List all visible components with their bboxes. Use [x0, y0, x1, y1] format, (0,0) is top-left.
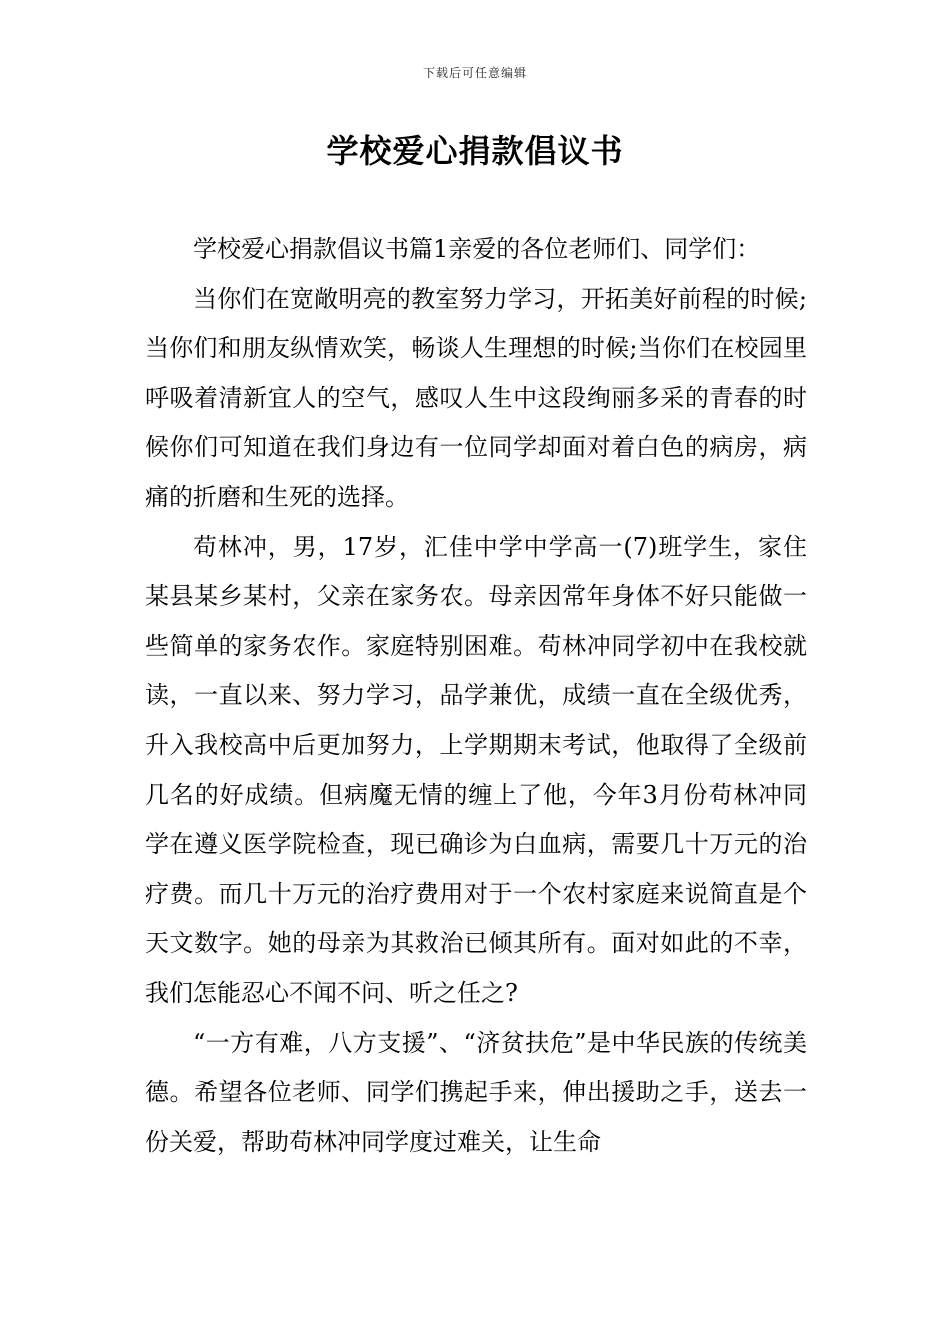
paragraph-salutation: 学校爱心捐款倡议书篇1亲爱的各位老师们、同学们： [193, 235, 761, 263]
paragraph-intro: 当你们在宽敞明亮的教室努力学习，开拓美好前程的时候;当你们和朋友纵情欢笑，畅谈人生理想的时候;当你们在校园里呼吸着清新宜人的空气，感叹人生中这段绚丽多采的青春的时候你们可知道在我们身边有一位同学却面对着白色的病房，病痛的折磨和生死的选择。 [145, 284, 807, 511]
document-body [145, 225, 807, 1167]
document-title: 学校爱心捐款倡议书 [326, 132, 624, 170]
header-note: 下载后可任意编辑 [422, 66, 527, 80]
paragraph-student-story: 苟林冲，男，17岁，汇佳中学中学高一(7)班学生，家住某县某乡某村，父亲在家务农。母亲因常年身体不好只能做一些简单的家务农作。家庭特别困难。苟林冲同学初中在我校就读，一直以来、努力学习，品学兼优，成绩一直在全级优秀，升入我校高中后更加努力，上学期期末考试，他取得了全级前几名的好成绩。但病魔无情的缠上了他，今年3月份苟林冲同学在遵义医学院检查，现已确诊为白血病，需要几十万元的治疗费。而几十万元的治疗费用对于一个农村家庭来说简直是个天文数字。她的母亲为其救治已倾其所有。面对如此的不幸，我们怎能忍心不闻不问、听之任之? [145, 532, 807, 1007]
paragraph-appeal: “一方有难，八方支援”、“济贫扶危”是中华民族的传统美德。希望各位老师、同学们携起手来，伸出援助之手，送去一份关爱，帮助苟林冲同学度过难关，让生命 [145, 1028, 807, 1156]
